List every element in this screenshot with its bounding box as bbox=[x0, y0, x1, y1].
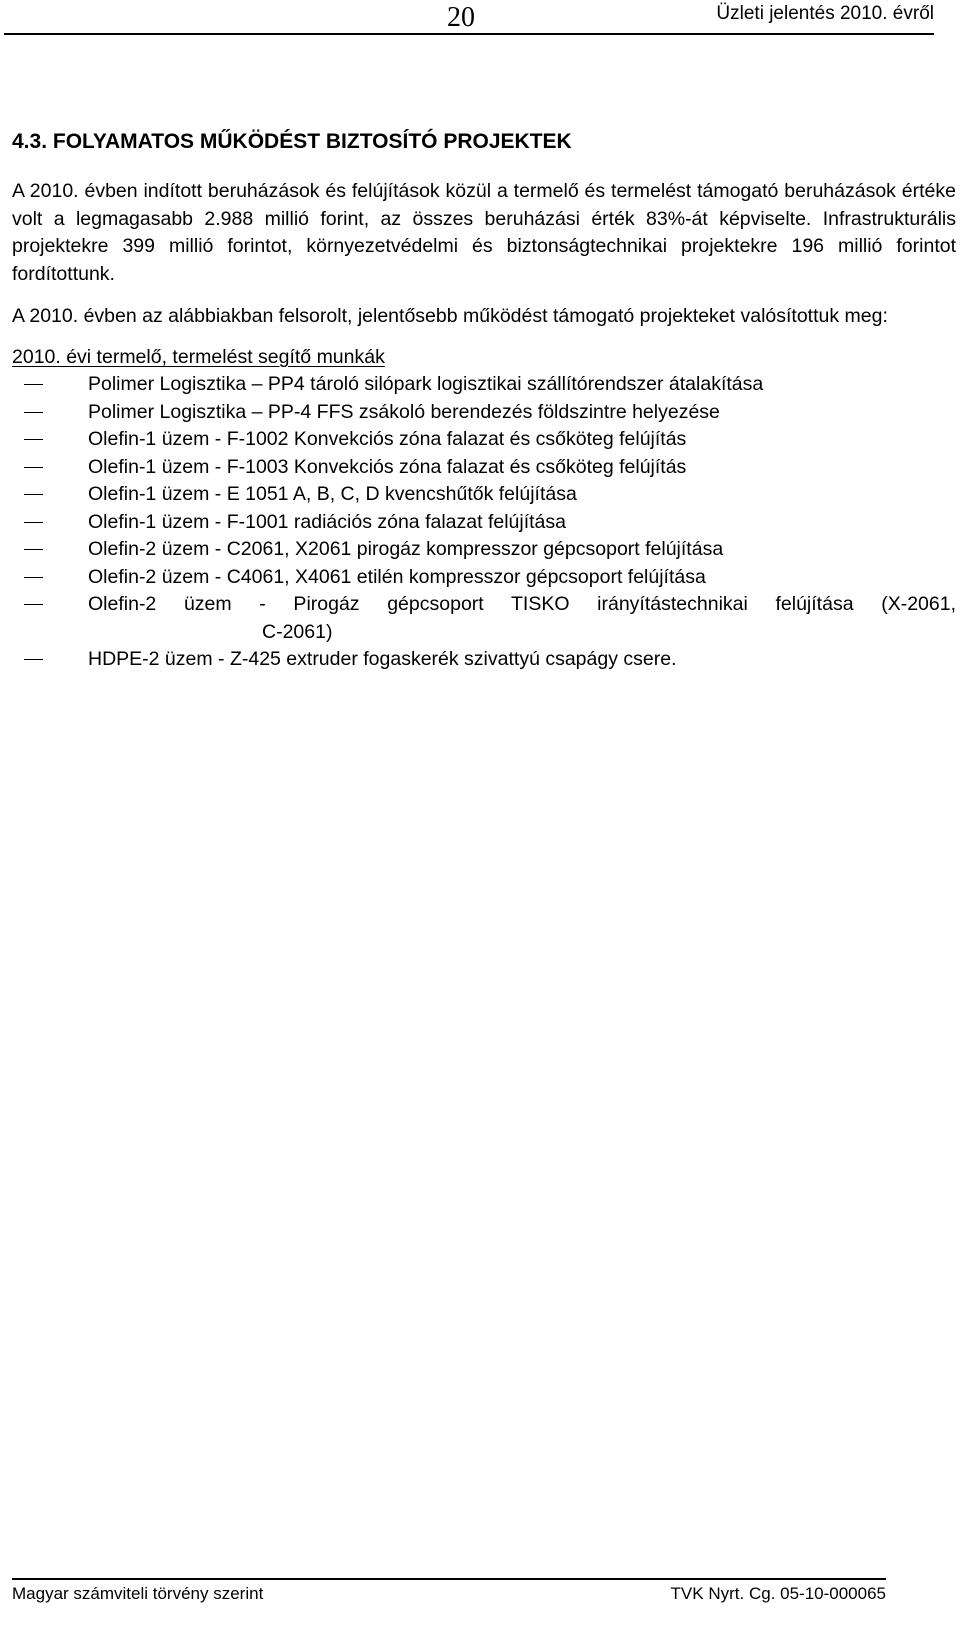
list-item-text: Olefin-2 üzem - C2061, X2061 pirogáz kompresszor gépcsoport felújítása bbox=[88, 538, 724, 560]
list-item bbox=[12, 481, 956, 509]
dash-bullet-icon bbox=[24, 577, 43, 578]
list-heading: 2010. évi termelő, termelést segítő munkák bbox=[12, 345, 385, 368]
dash-bullet-icon bbox=[24, 604, 43, 605]
dash-bullet-icon bbox=[24, 494, 43, 495]
list-item bbox=[12, 371, 956, 399]
dash-bullet-icon bbox=[24, 439, 43, 440]
list-item bbox=[12, 591, 956, 646]
page-header bbox=[0, 0, 960, 36]
list-item-text: Olefin-1 üzem - F-1002 Konvekciós zóna falazat és csőköteg felújítás bbox=[88, 428, 687, 450]
document-body bbox=[12, 128, 956, 674]
footer-left-text: Magyar számviteli törvény szerint bbox=[12, 1584, 264, 1603]
dash-bullet-icon bbox=[24, 384, 43, 385]
page-footer bbox=[0, 1578, 960, 1626]
projects-intro-paragraph: A 2010. évben az alábbiakban felsorolt, jelentősebb működést támogató projekteket valósítottuk meg: bbox=[12, 305, 888, 327]
list-item-text: Polimer Logisztika – PP4 tároló silópark logisztikai szállítórendszer átalakítása bbox=[88, 373, 764, 395]
list-item-text: Olefin-2 üzem - C4061, X4061 etilén kompresszor gépcsoport felújítása bbox=[88, 565, 706, 588]
list-item-line: Olefin-2 üzem - Pirogáz gépcsoport TISKO irányítástechnikai felújítása (X-2061, bbox=[88, 593, 956, 615]
dash-bullet-icon bbox=[24, 522, 43, 523]
header-divider bbox=[4, 33, 934, 35]
intro-paragraph: A 2010. évben indított beruházások és felújítások közül a termelő és termelést támogató beruházások értéke volt a legmagasabb 2.988 millió forint, az összes beruházási érték 83%-át képviselte. Infrastrukturális projektekre 399 millió forintot, környezetvédelmi és biztonságtechnikai projektekre 196 millió forintot fordítottunk. bbox=[12, 180, 956, 285]
dash-bullet-icon bbox=[24, 467, 43, 468]
list-item bbox=[12, 536, 956, 564]
dash-bullet-icon bbox=[24, 549, 43, 550]
list-item bbox=[12, 454, 956, 482]
list-item-line-continued: C-2061) bbox=[262, 620, 333, 643]
dash-bullet-icon bbox=[24, 412, 43, 413]
list-item bbox=[12, 646, 956, 674]
list-item-text: Olefin-1 üzem - F-1003 Konvekciós zóna falazat és csőköteg felújítás bbox=[88, 455, 687, 478]
list-item-text: Olefin-1 üzem - E 1051 A, B, C, D kvencshűtők felújítása bbox=[88, 483, 577, 505]
footer-right-text: TVK Nyrt. Cg. 05-10-000065 bbox=[670, 1584, 886, 1603]
list-item-text: HDPE-2 üzem - Z-425 extruder fogaskerék szivattyú csapágy csere. bbox=[88, 648, 677, 670]
list-item bbox=[12, 426, 956, 454]
footer-divider bbox=[12, 1578, 886, 1580]
page-number: 20 bbox=[447, 2, 475, 33]
section-title: 4.3. FOLYAMATOS MŰKÖDÉST BIZTOSÍTÓ PROJEKTEK bbox=[12, 130, 572, 153]
list-item-text: Olefin-1 üzem - F-1001 radiációs zóna falazat felújítása bbox=[88, 510, 566, 533]
list-item bbox=[12, 564, 956, 592]
header-title: Üzleti jelentés 2010. évről bbox=[716, 3, 934, 24]
list-item-text bbox=[88, 591, 956, 646]
dash-bullet-icon bbox=[24, 659, 43, 660]
list-item bbox=[12, 509, 956, 537]
list-item bbox=[12, 399, 956, 427]
list-item-text: Polimer Logisztika – PP-4 FFS zsákoló berendezés földszintre helyezése bbox=[88, 400, 720, 423]
project-list bbox=[12, 371, 956, 674]
